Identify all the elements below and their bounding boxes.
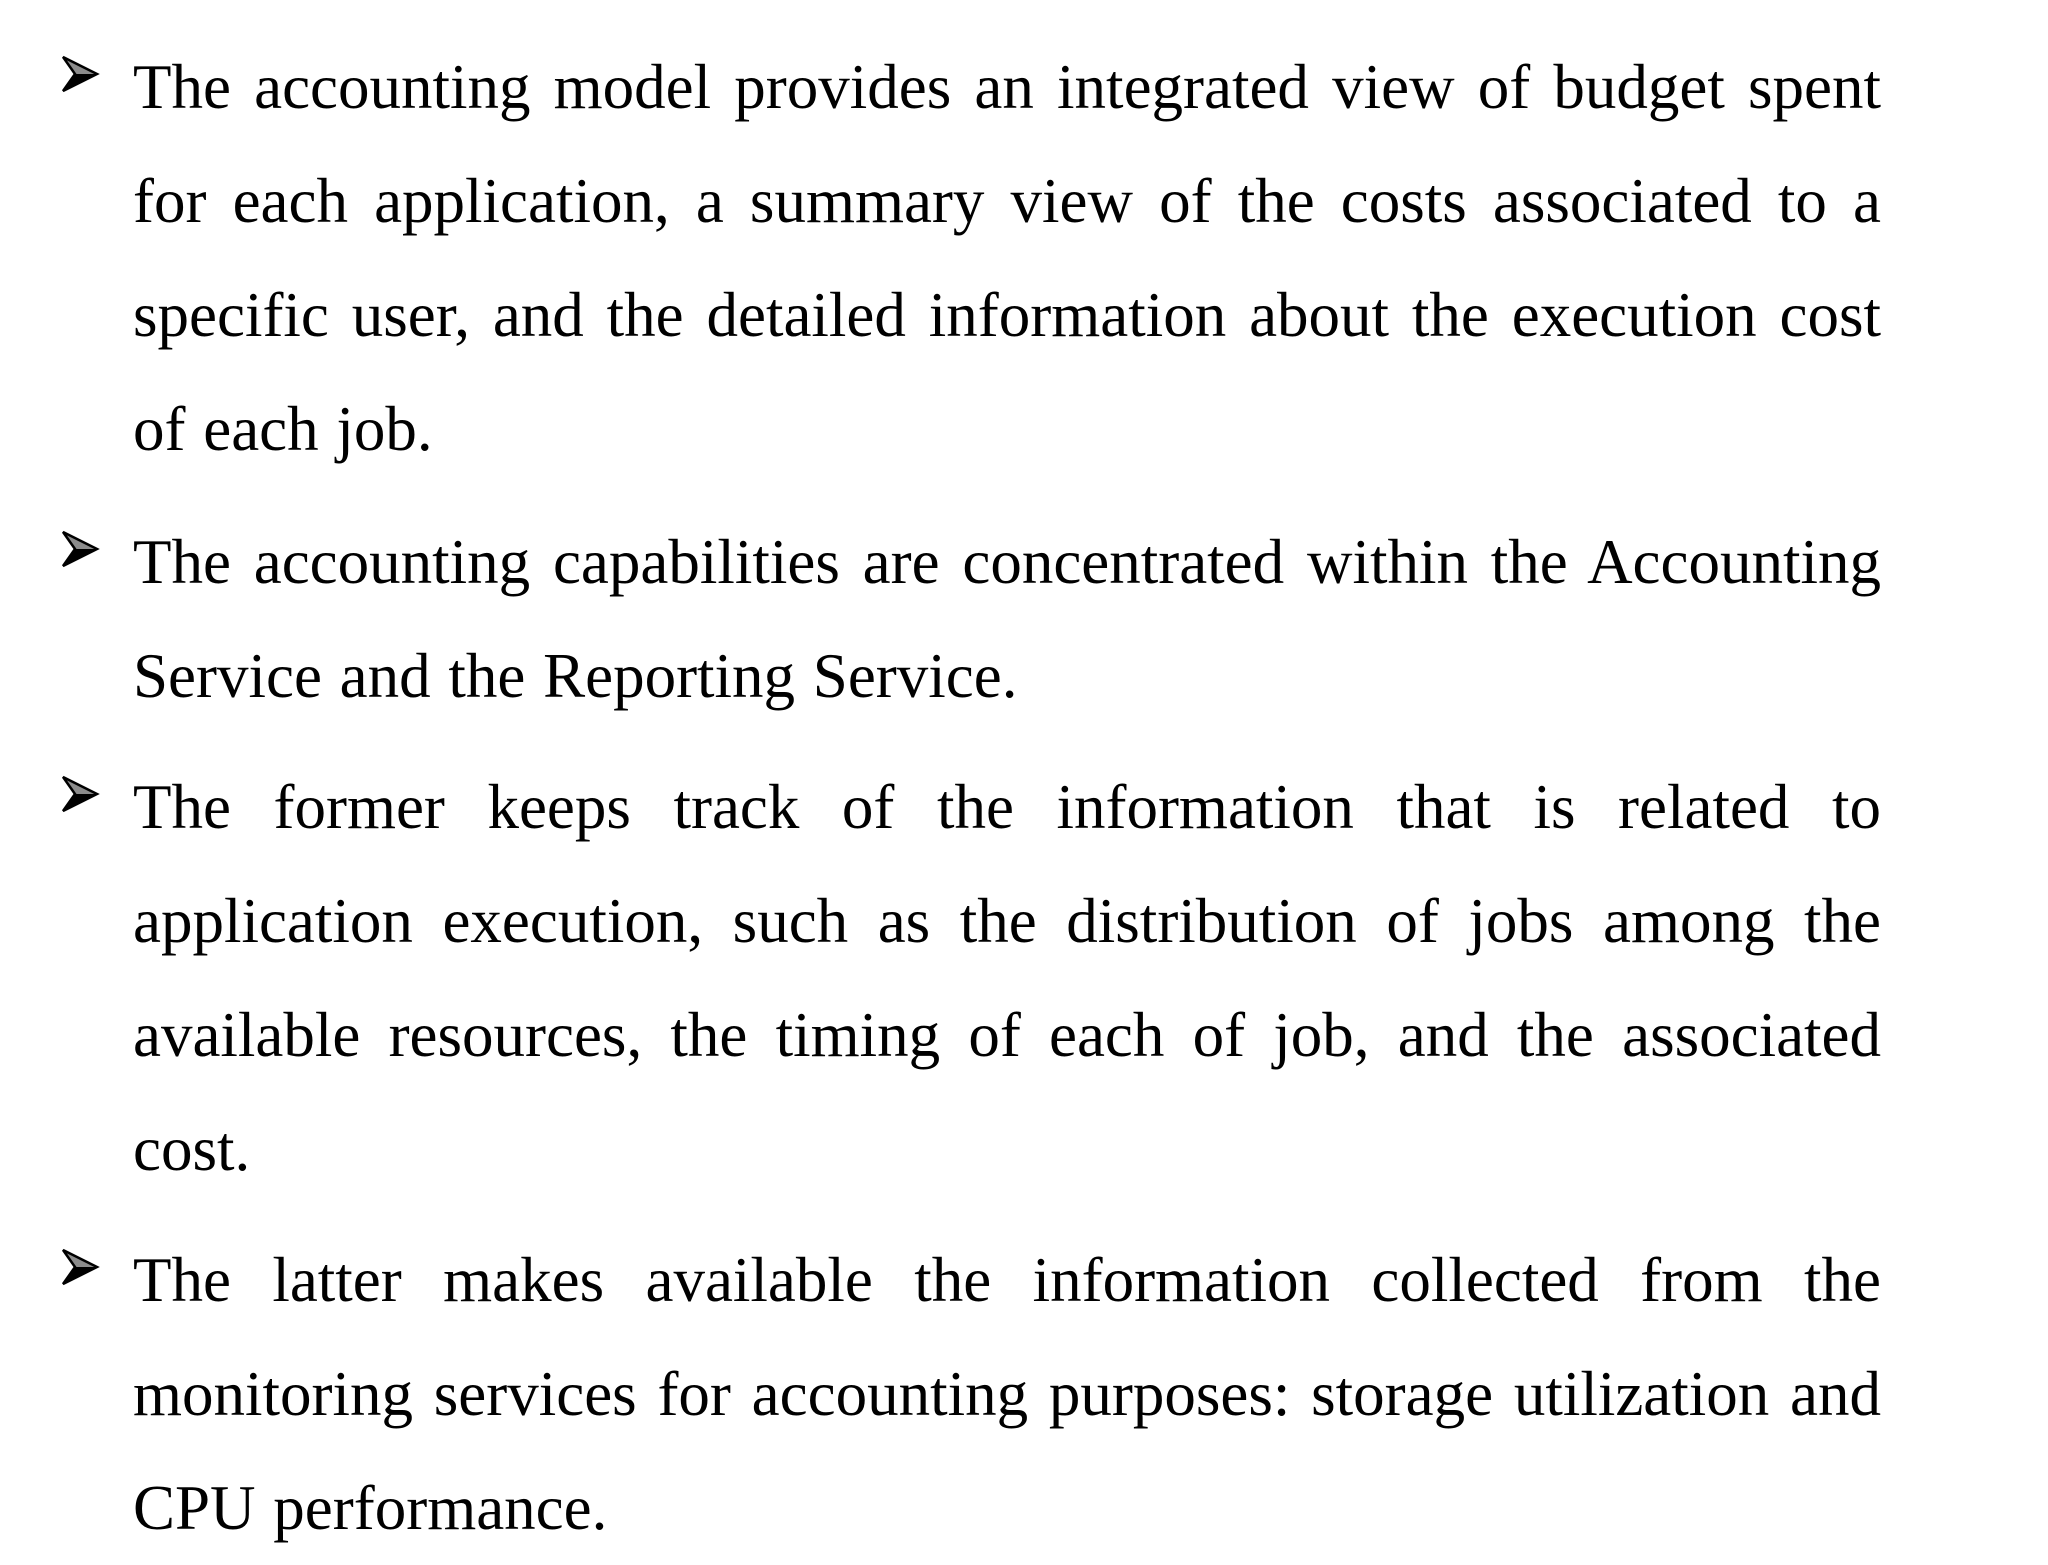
right-arrowhead-icon: [60, 1247, 100, 1287]
right-arrowhead-icon: [60, 774, 100, 814]
bullet-text: The latter makes available the information collected from the monitoring services for accounting purposes: storage utilization and CPU performance.: [133, 1245, 1881, 1543]
bullet-text: The former keeps track of the information that is related to application execution, such as the distribution of jobs among the available resources, the timing of each of job, and the associated cost.: [133, 772, 1881, 1184]
bullet-text: The accounting capabilities are concentrated within the Accounting Service and the Reporting Service.: [133, 527, 1881, 711]
right-arrowhead-icon: [60, 529, 100, 569]
right-arrowhead-icon: [60, 54, 100, 94]
bullet-text: The accounting model provides an integrated view of budget spent for each application, a summary view of the costs associated to a specific user, and the detailed information about the execution cost of each job.: [133, 52, 1881, 464]
